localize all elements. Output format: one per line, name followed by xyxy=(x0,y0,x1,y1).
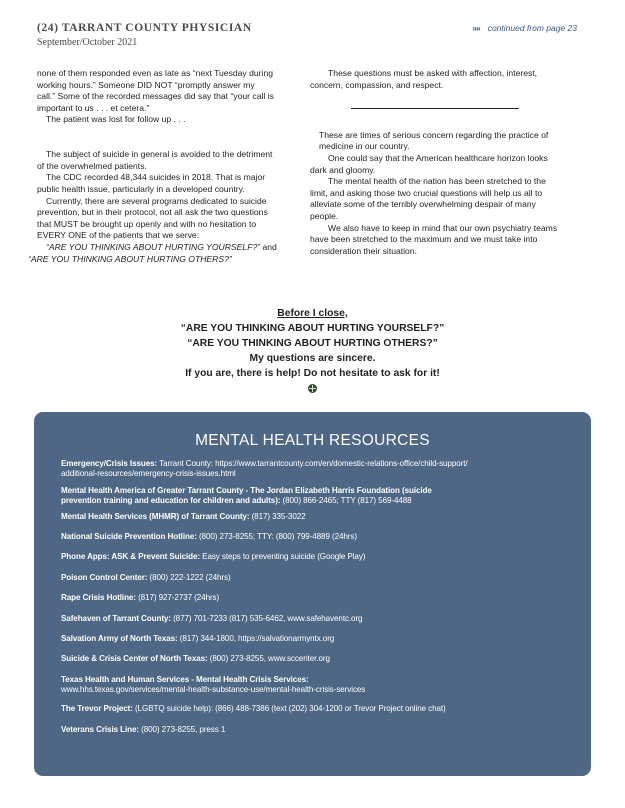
text-line: prevention, but in their protocol, not all ask the two questions xyxy=(37,207,268,218)
resources-title: MENTAL HEALTH RESOURCES xyxy=(195,432,430,449)
mental-health-resources-box xyxy=(34,412,591,776)
text-line: The subject of suicide in general is avoided to the detriment xyxy=(46,149,273,160)
text-line: consideration their situation. xyxy=(310,245,418,256)
continued-text: continued from page 23 xyxy=(487,23,577,33)
paragraph: The patient was lost for follow up . . . xyxy=(46,114,186,125)
resource-label: Suicide & Crisis Center of North Texas: xyxy=(61,654,208,663)
text-line: people. xyxy=(310,210,339,221)
resource-item xyxy=(61,593,219,603)
resource-detail: additional-resources/emergency-crisis-issues.html xyxy=(61,469,236,479)
closing-statement xyxy=(0,306,625,398)
resource-detail: (800) 222-1222 (24hrs) xyxy=(147,573,231,582)
resource-item xyxy=(61,486,432,507)
text-line: EVERY ONE of the patients that we serve: xyxy=(37,230,200,241)
question-others: “ARE YOU THINKING ABOUT HURTING OTHERS?” xyxy=(28,253,232,264)
left-column xyxy=(28,68,307,265)
resource-detail: (817) 335-3022 xyxy=(249,512,306,521)
text-line: of the overwhelmed patients. xyxy=(37,160,147,171)
paragraph xyxy=(37,196,307,242)
resource-label: The Trevor Project: xyxy=(61,704,133,713)
text-line: These are times of serious concern regarding the practice of xyxy=(319,129,549,140)
ornament-icon xyxy=(308,384,317,393)
resource-detail: (817) 927-2737 (24hrs) xyxy=(135,593,220,602)
text-line: limit, and asking those two crucial questions will help us all to xyxy=(310,187,543,198)
paragraph xyxy=(310,68,589,91)
text-line: dark and gloomy. xyxy=(310,164,376,175)
resource-label: Rape Crisis Hotline: xyxy=(61,593,136,602)
paragraph xyxy=(37,68,307,114)
resource-detail: (800) 273-8255, www.sccenter.org xyxy=(207,654,330,663)
resource-item xyxy=(61,512,306,522)
closing-line: Before I close, xyxy=(277,308,348,319)
closing-line: “ARE YOU THINKING ABOUT HURTING YOURSELF?” xyxy=(180,323,445,334)
text-line: These questions must be asked with affection, interest, xyxy=(328,68,538,78)
resource-label: Mental Health America of Greater Tarrant County - The Jordan Elizabeth Harris Foundation (suicide xyxy=(61,486,432,495)
resource-label: Phone Apps: ASK & Prevent Suicide: xyxy=(61,552,201,561)
question-yourself: “ARE YOU THINKING ABOUT HURTING YOURSELF?” xyxy=(46,241,261,252)
text-line: medicine in our country. xyxy=(319,141,410,152)
resource-label: Emergency/Crisis Issues: xyxy=(61,459,158,468)
text-line: and xyxy=(260,241,277,252)
resource-item xyxy=(61,634,334,644)
text-line: working hours.” Someone DID NOT “promptly answer my xyxy=(37,79,255,90)
resource-detail: (800) 866-2465; TTY (817) 569-4488 xyxy=(280,496,412,506)
resource-detail: (877) 701-7233 (817) 535-6462, www.safehaventc.org xyxy=(170,614,363,623)
text-line: The mental health of the nation has been stretched to the xyxy=(328,176,546,187)
resource-detail: (LGBTQ suicide help): (866) 488-7386 (text (202) 304-1200 or Trevor Project online chat) xyxy=(132,704,446,713)
resource-label: Mental Health Services (MHMR) of Tarrant County: xyxy=(61,512,250,521)
questions xyxy=(28,241,307,265)
right-column xyxy=(310,68,589,257)
text-line: call.” Some of the recorded messages did say that “your call is xyxy=(37,91,274,102)
resource-detail: Tarrant County: https://www.tarrantcounty.com/en/domestic-relations-office/child-support/ xyxy=(157,459,468,468)
text-line: important to us . . . et cetera.” xyxy=(37,102,150,113)
resource-item xyxy=(61,532,357,542)
header-left xyxy=(37,22,252,48)
paragraph xyxy=(37,149,307,172)
issue-date: September/October 2021 xyxy=(37,37,138,48)
closing-line: My questions are sincere. xyxy=(249,353,376,364)
text-line: public health issue, particularly in a developed country. xyxy=(37,183,245,194)
resource-label: Veterans Crisis Line: xyxy=(61,725,139,734)
text-line: One could say that the American healthcare horizon looks xyxy=(328,152,548,163)
closing-line: If you are, there is help! Do not hesitate to ask for it! xyxy=(185,368,440,379)
paragraph xyxy=(37,172,307,195)
double-chevron-right-icon: »» xyxy=(472,23,480,33)
resource-detail: (800) 273-8255, press 1 xyxy=(138,725,226,734)
resource-detail: (817) 344-1800, https://salvationarmyntx.org xyxy=(177,634,335,643)
resource-item xyxy=(61,704,446,714)
resource-item xyxy=(61,573,231,583)
resource-item xyxy=(61,725,225,735)
paragraph xyxy=(310,176,589,222)
paragraph xyxy=(310,222,589,258)
resource-label: Texas Health and Human Services - Mental Health Crisis Services: xyxy=(61,675,309,684)
resource-detail: (800) 273-8255; TTY: (800) 799-4889 (24hrs) xyxy=(196,532,357,541)
resource-detail: Easy steps to preventing suicide (Google Play) xyxy=(200,552,366,561)
text-line: concern, compassion, and respect. xyxy=(310,79,444,90)
paragraph xyxy=(310,152,589,176)
text-line: that MUST be brought up openly and with no hesitation to xyxy=(37,218,257,229)
publication-title: (24) TARRANT COUNTY PHYSICIAN xyxy=(37,22,252,34)
text-line: have been stretched to the maximum and we must take into xyxy=(310,234,538,245)
paragraph xyxy=(319,130,589,153)
resource-item xyxy=(61,675,365,696)
resource-item xyxy=(61,614,362,624)
text-line: Currently, there are several programs dedicated to suicide xyxy=(46,195,267,206)
resource-label: Salvation Army of North Texas: xyxy=(61,634,178,643)
text-line: alleviate some of the terribly overwhelming despair of many xyxy=(310,199,536,210)
closing-line: “ARE YOU THINKING ABOUT HURTING OTHERS?” xyxy=(187,338,438,349)
resource-item xyxy=(61,654,330,664)
text-line: none of them responded even as late as “next Tuesday during xyxy=(37,68,274,78)
resource-label: National Suicide Prevention Hotline: xyxy=(61,532,197,541)
text-line: We also have to keep in mind that our own psychiatry teams xyxy=(328,222,558,233)
text-line: The CDC recorded 48,344 suicides in 2018. That is major xyxy=(46,172,266,183)
resource-label: prevention training and education for children and adults): xyxy=(61,496,281,506)
resource-label: Poison Control Center: xyxy=(61,573,148,582)
resource-label: Safehaven of Tarrant County: xyxy=(61,614,171,623)
resource-item xyxy=(61,552,365,562)
resource-detail: www.hhs.texas.gov/services/mental-health-substance-use/mental-health-crisis-services xyxy=(61,685,366,695)
resource-item xyxy=(61,459,468,480)
continued-note xyxy=(472,23,577,33)
